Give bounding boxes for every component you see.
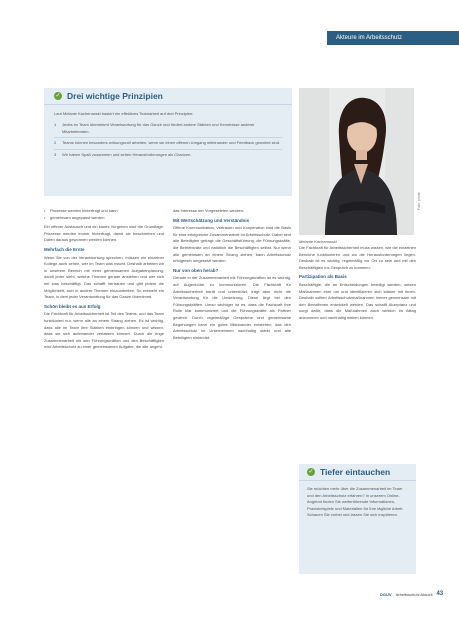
issue-name: Arbeitsschutz Aktuell	[395, 591, 433, 597]
check-icon: ✓	[308, 469, 314, 475]
deep-dive-header	[299, 464, 416, 481]
paragraph: Gerade in der Zusammenarbeit mit Führungskräften ist es wichtig, auf Augenhöhe zu kommunizieren. Die Fachkraft für Arbeitssicherheit berät und unterstützt, trägt aber nicht die Verantwortung für die Umsetzung. Diese liegt bei den Führungskräften. Umso wichtiger ist es, dass die Fachkraft ihre Rolle klar kommuniziert und die Führungskräfte als Partner gewinnt. Durch regelmäßige Gespräche und gemeinsame Begehungen kann ein gutes Miteinander entstehen, das den Arbeitsschutz im Unternehmen nachhaltig stärkt und alle Beteiligten einbindet.	[173, 275, 291, 340]
principles-intro: Laut Melanie Kacherowski basiert ein effektives Teamarbeit auf drei Prinzipien:	[54, 111, 194, 116]
bullet-list	[44, 208, 164, 221]
subheading: Schön bleibt es aus Erfolg	[44, 303, 101, 309]
paragraph: Die Fachkraft für Arbeitssicherheit muss wissen, wie die einzelnen Bereiche funktionieren und wo die Herausforderungen liegen. Deshalb ist es wichtig, regelmäßig vor Ort zu sein und mit den Beschäftigten ins Gespräch zu kommen.	[299, 245, 416, 270]
photo-credit: Foto: privat	[417, 192, 421, 210]
subheading: Mehrfach die Ernte	[44, 246, 85, 252]
portrait-illustration	[299, 88, 414, 235]
magazine-name: DGUV	[380, 591, 392, 597]
list-item: • Prozesse werden hinterfragt und kann	[44, 208, 164, 215]
list-item: 1 Jedes im Team übernimmt Verantwortung für das Ganze und fördert andere Stärken und Kenntnisse anderer Mitarbeitenden.	[54, 120, 282, 138]
deep-dive-text: Sie möchten mehr über die Zusammenarbeit im Team und den Arbeitsschutz erfahren? In unserem Online-Angebot finden Sie weiterführende Informationen, Praxisbeispiele und Materialien für Ihre tägliche Arbeit. Schauen Sie vorbei und lassen Sie sich inspirieren.	[307, 486, 404, 518]
paragraph: Beschäftigte, die an Entscheidungen beteiligt werden, setzen Maßnahmen eher um und identifizieren sich stärker mit ihnen. Deshalb sollten Arbeitsschutzmaßnahmen immer gemeinsam mit den Betroffenen entwickelt werden. Das schafft Akzeptanz und sorgt dafür, dass die Maßnahmen auch wirklich im Alltag ankommen und nachhaltig wirken können.	[299, 281, 416, 320]
paragraph: Wenn Sie von der Verantwortung sprechen, müssen ein einzelner Kollege auch sehen, wer im Team was macht. Deshalb arbeiten wir in unserem Bereich mit einer gemeinsamen Aufgabenplanung, damit jeder sieht, welche Themen gerade anstehen und wer sich mit was beschäftigt. Das schafft Vertrauen und gibt jedem die Möglichkeit, sich in andere Themen einzuarbeiten. So entsteht ein Team, in dem jeder Verantwortung für das Ganze übernimmt.	[44, 254, 164, 300]
photo-caption: Melanie Kacherowski	[299, 239, 337, 244]
principles-list	[44, 120, 292, 160]
subheading: Mit Wertschätzung und Verständnis	[173, 217, 250, 223]
portrait-photo	[299, 88, 414, 235]
list-item: 2 Teams können besonders wirkungsvoll arbeiten, wenn sie einen offenen Umgang miteinander und Feedback gewohnt sind.	[54, 138, 282, 150]
deep-dive-title: Tiefer eintauchen	[320, 467, 391, 477]
check-icon: ✓	[55, 93, 61, 99]
list-item: 3 Wir haben Spaß zusammen und sehen Herausforderungen als Chancen.	[54, 151, 192, 157]
page-number: 43	[436, 591, 444, 597]
list-item: • gemeinsam angepasst werden	[44, 215, 164, 222]
page-footer	[380, 591, 443, 597]
section-tag: Akteure im Arbeitsschutz	[327, 31, 459, 45]
paragraph: Die Fachkraft für Arbeitssicherheit ist Teil des Teams, und das Team funktioniert nur, wenn alle an einem Strang ziehen. Es ist wichtig, dass alle im Team ihre Stärken einbringen können und wissen, dass sie sich aufeinander verlassen können. Durch die enge Zusammenarbeit mit den Führungskräften und den Beschäftigten wird Arbeitsschutz zu einer gemeinsamen Aufgabe, die alle angeht.	[44, 311, 164, 350]
subheading: Nur von oben herab?	[173, 267, 219, 273]
text-column-3	[299, 245, 416, 324]
deep-dive-box	[299, 464, 416, 574]
text-column-2	[173, 208, 291, 343]
principles-box-header	[44, 88, 292, 105]
principles-box-title: Drei wichtige Prinzipien	[67, 91, 163, 101]
text-column-1	[44, 208, 164, 353]
paragraph: Ein offener Austausch und ein klares Vorgehen sind die Grundlage. Prozesse werden immer hinterfragt, damit sie beschrieben und Daten daraus gewonnen werden können.	[44, 224, 164, 243]
paragraph: das Interesse der Vorgesetzten wecken.	[173, 208, 245, 213]
subheading: Partizipation als Basis	[299, 274, 347, 280]
principles-box	[44, 88, 292, 196]
paragraph: Offene Kommunikation, Vertrauen und Kooperation sind die Basis für eine erfolgreiche Zusammenarbeit im Arbeitsschutz. Dabei sind alle Beteiligten gefragt: die Geschäftsführung, die Führungskräfte, die Betriebsräte und natürlich die Beschäftigten selbst. Nur wenn alle gemeinsam an einem Strang ziehen, kann Arbeitsschutz erfolgreich umgesetzt werden.	[173, 225, 291, 264]
